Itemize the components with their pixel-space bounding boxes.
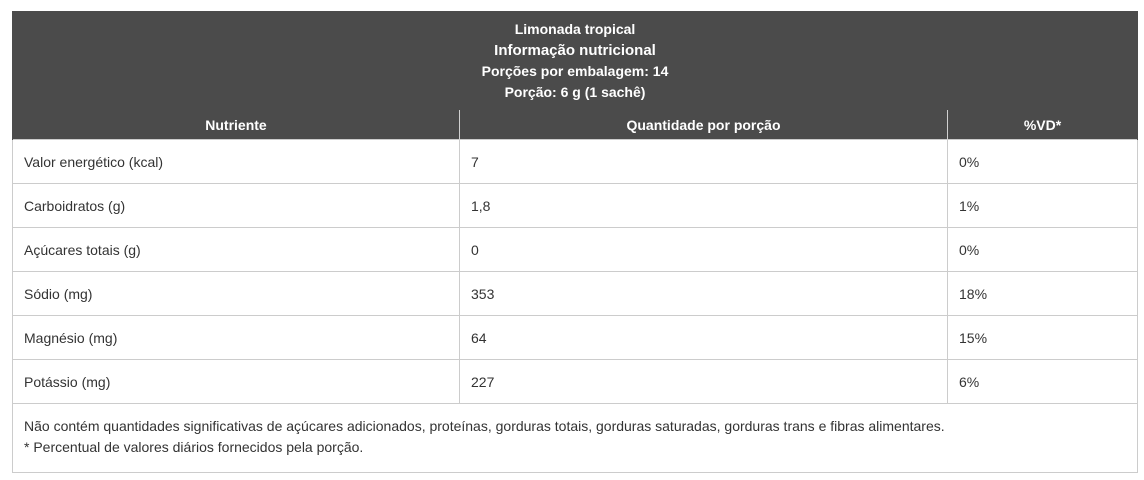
nutrition-facts-table	[12, 11, 1138, 473]
cell-dv: 0%	[948, 140, 1138, 184]
servings-per-package: Porções por embalagem: 14	[481, 62, 669, 79]
table-row	[13, 360, 1138, 404]
table-footer	[13, 404, 1138, 473]
footer-dv-note: * Percentual de valores diários fornecidos pela porção.	[24, 439, 364, 455]
column-header-row	[13, 110, 1138, 140]
cell-quantity: 7	[460, 140, 948, 184]
cell-dv: 15%	[948, 316, 1138, 360]
table-row	[13, 228, 1138, 272]
cell-dv: 18%	[948, 272, 1138, 316]
nutrition-info-title: Informação nutricional	[494, 41, 656, 59]
table-body	[13, 140, 1138, 404]
table-caption-row	[13, 12, 1138, 110]
cell-dv: 0%	[948, 228, 1138, 272]
table-caption	[13, 12, 1138, 110]
serving-size: Porção: 6 g (1 sachê)	[504, 83, 646, 100]
column-header-quantity: Quantidade por porção	[460, 110, 948, 140]
table-row	[13, 140, 1138, 184]
product-name: Limonada tropical	[514, 20, 636, 37]
cell-dv: 1%	[948, 184, 1138, 228]
cell-nutrient: Valor energético (kcal)	[13, 140, 460, 184]
table-row	[13, 316, 1138, 360]
cell-nutrient: Carboidratos (g)	[13, 184, 460, 228]
cell-quantity: 353	[460, 272, 948, 316]
cell-quantity: 0	[460, 228, 948, 272]
cell-quantity: 1,8	[460, 184, 948, 228]
cell-nutrient: Açúcares totais (g)	[13, 228, 460, 272]
cell-nutrient: Sódio (mg)	[13, 272, 460, 316]
cell-nutrient: Potássio (mg)	[13, 360, 460, 404]
column-header-nutrient: Nutriente	[13, 110, 460, 140]
table-row	[13, 184, 1138, 228]
footer-note: Não contém quantidades significativas de açúcares adicionados, proteínas, gorduras totais, gorduras saturadas, gorduras trans e fibras alimentares.	[24, 418, 945, 434]
cell-quantity: 227	[460, 360, 948, 404]
table-row	[13, 272, 1138, 316]
cell-nutrient: Magnésio (mg)	[13, 316, 460, 360]
table-footer-row	[13, 404, 1138, 473]
cell-quantity: 64	[460, 316, 948, 360]
cell-dv: 6%	[948, 360, 1138, 404]
column-header-dv: %VD*	[948, 110, 1138, 140]
